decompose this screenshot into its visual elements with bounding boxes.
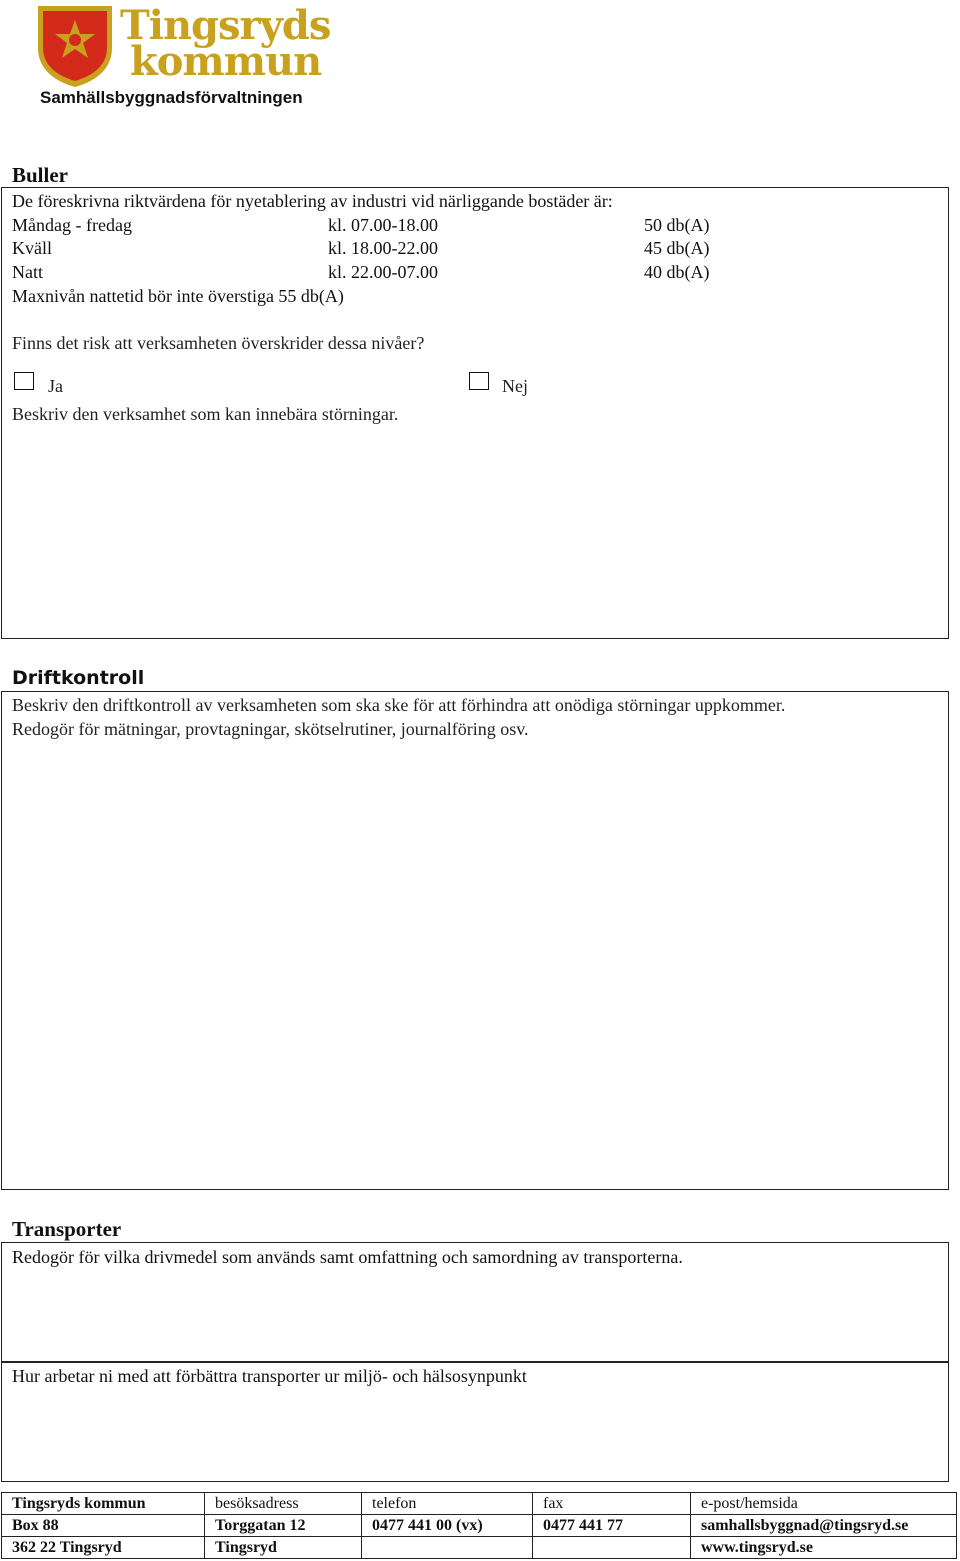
footer-header-phone: telefon [362, 1493, 533, 1515]
footer-header-visit: besöksadress [205, 1493, 362, 1515]
period-weekday: Måndag - fredag [12, 215, 132, 235]
no-label: Nej [502, 376, 528, 396]
footer-header-email: e-post/hemsida [691, 1493, 957, 1515]
logo-name-line1: Tingsryds [120, 2, 331, 49]
footer-phone: 0477 441 00 (vx) [362, 1515, 533, 1537]
level-night: 40 db(A) [644, 262, 710, 282]
transport-improve-answer-area[interactable] [12, 1392, 938, 1472]
buller-heading: Buller [12, 163, 68, 187]
no-checkbox[interactable] [469, 372, 489, 390]
time-weekday: kl. 07.00-18.00 [328, 215, 438, 235]
footer-row [2, 1537, 957, 1559]
transport-improve-prompt: Hur arbetar ni med att förbättra transporter ur miljö- och hälsosynpunkt [12, 1366, 527, 1386]
level-weekday: 50 db(A) [644, 215, 710, 235]
footer-fax: 0477 441 77 [533, 1515, 691, 1537]
contact-footer [1, 1492, 957, 1559]
footer-website-link[interactable]: www.tingsryd.se [691, 1537, 957, 1559]
footer-visit-address: Torggatan 12 [205, 1515, 362, 1537]
logo-name-line2: kommun [130, 38, 322, 85]
footer-email-link[interactable]: samhallsbyggnad@tingsryd.se [691, 1515, 957, 1537]
time-night: kl. 22.00-07.00 [328, 262, 438, 282]
footer-row [2, 1493, 957, 1515]
drift-prompt-1: Beskriv den driftkontroll av verksamheten som ska ske för att förhindra att onödiga störningar uppkommer. [12, 695, 786, 715]
level-evening: 45 db(A) [644, 238, 710, 258]
drift-box [1, 691, 949, 1190]
coat-of-arms-icon [36, 4, 114, 88]
department-name: Samhällsbyggnadsförvaltningen [40, 88, 303, 107]
describe-prompt: Beskriv den verksamhet som kan innebära störningar. [12, 404, 399, 424]
footer-row [2, 1515, 957, 1537]
footer-empty-cell [533, 1537, 691, 1559]
describe-answer-area[interactable] [12, 430, 938, 626]
drift-heading: Driftkontroll [12, 667, 145, 689]
period-evening: Kväll [12, 238, 52, 258]
transport-box-1 [1, 1242, 949, 1363]
risk-question: Finns det risk att verksamheten överskrider dessa nivåer? [12, 333, 425, 353]
footer-visit-city: Tingsryd [205, 1537, 362, 1559]
yes-label: Ja [48, 376, 63, 396]
footer-empty-cell [362, 1537, 533, 1559]
footer-postal-address: 362 22 Tingsryd [2, 1537, 205, 1559]
yes-checkbox[interactable] [14, 372, 34, 390]
max-level-note: Maxnivån nattetid bör inte överstiga 55 db(A) [12, 286, 344, 306]
transport-box-2 [1, 1361, 949, 1482]
buller-intro: De föreskrivna riktvärdena för nyetablering av industri vid närliggande bostäder är: [12, 191, 613, 211]
drift-answer-area[interactable] [12, 748, 938, 1178]
footer-po-box: Box 88 [2, 1515, 205, 1537]
drift-prompt-2: Redogör för mätningar, provtagningar, skötselrutiner, journalföring osv. [12, 719, 529, 739]
transport-heading: Transporter [12, 1217, 122, 1241]
period-night: Natt [12, 262, 43, 282]
buller-box [1, 187, 949, 639]
transport-fuel-prompt: Redogör för vilka drivmedel som används samt omfattning och samordning av transporterna. [12, 1247, 683, 1267]
transport-fuel-answer-area[interactable] [12, 1273, 938, 1353]
footer-header-fax: fax [533, 1493, 691, 1515]
time-evening: kl. 18.00-22.00 [328, 238, 438, 258]
footer-organization: Tingsryds kommun [2, 1493, 205, 1515]
municipality-logo [36, 4, 336, 108]
